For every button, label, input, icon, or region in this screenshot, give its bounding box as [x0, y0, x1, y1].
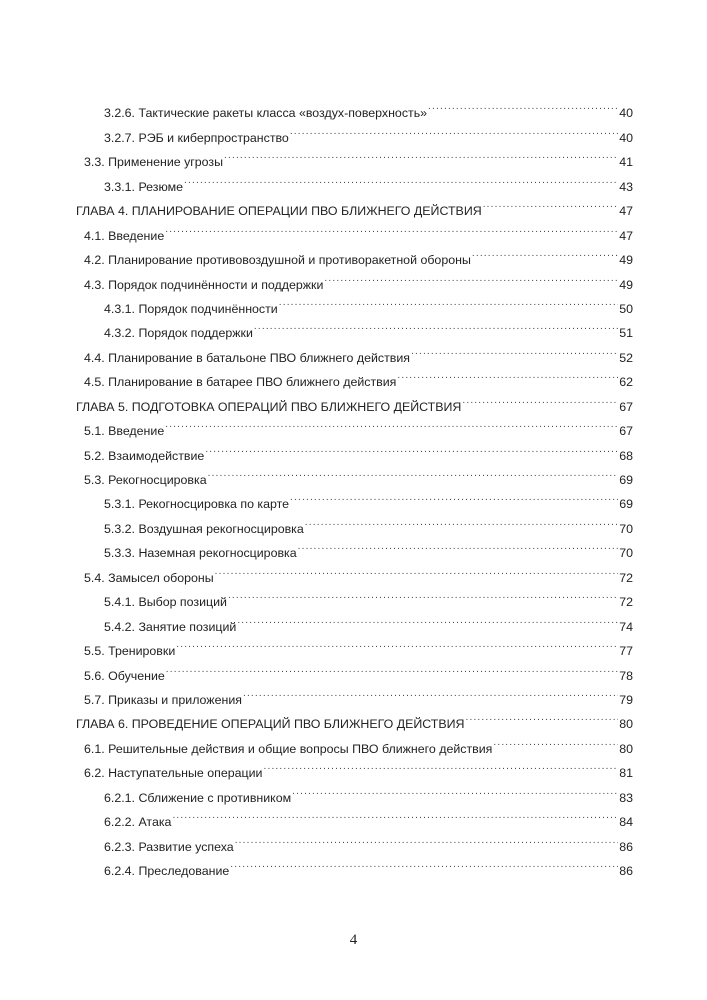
dot-leader [215, 557, 619, 581]
toc-entry-title: 5.5. Тренировки [84, 639, 176, 663]
dot-leader [165, 411, 618, 435]
toc-entry-page-number: 40 [619, 106, 633, 121]
dot-leader [243, 680, 618, 704]
toc-entry-title: 4.3.2. Порядок поддержки [104, 321, 254, 345]
toc-entry-title: 5.4.2. Занятие позиций [104, 615, 237, 639]
toc-entry-page-number: 80 [619, 741, 633, 756]
toc-entry-title: 5.7. Приказы и приложения [84, 688, 243, 712]
dot-leader [254, 313, 618, 337]
toc-entry-page-number: 67 [619, 399, 633, 414]
dot-leader [428, 93, 618, 117]
dot-leader [493, 728, 618, 752]
toc-entry-page-number: 74 [619, 619, 633, 634]
dot-leader [224, 142, 618, 166]
toc-entry-page-number: 72 [619, 570, 633, 585]
dot-leader [483, 191, 619, 215]
dot-leader [184, 166, 618, 190]
toc-entry-page-number: 80 [619, 717, 633, 732]
dot-leader [397, 362, 618, 386]
toc-entry-title: 6.2.1. Сближение с противником [104, 786, 292, 810]
dot-leader [165, 215, 618, 239]
toc-entry-title: 5.3.2. Воздушная рекогносцировка [104, 517, 305, 541]
dot-leader [462, 386, 618, 410]
toc-entry-page-number: 47 [619, 228, 633, 243]
toc-subsection-entry[interactable] [76, 93, 633, 121]
dot-leader [305, 508, 618, 532]
toc-entry-title: 3.2.6. Тактические ракеты класса «воздух-поверхность» [104, 101, 428, 125]
dot-leader [298, 533, 619, 557]
dot-leader [230, 851, 618, 875]
toc-entry-title: 5.2. Взаимодействие [84, 444, 205, 468]
toc-entry-title: 4.4. Планирование в батальоне ПВО ближнего действия [84, 346, 411, 370]
toc-entry-page-number: 50 [619, 301, 633, 316]
toc-entry-title: 6.2.4. Преследование [104, 859, 230, 883]
page-number: 4 [349, 932, 358, 948]
toc-entry-title: 4.5. Планирование в батарее ПВО ближнего действия [84, 370, 397, 394]
toc-entry-title: 4.1. Введение [84, 224, 165, 248]
toc-entry-page-number: 86 [619, 839, 633, 854]
toc-entry-page-number: 62 [619, 375, 633, 390]
toc-entry-title: 3.3.1. Резюме [104, 175, 184, 199]
toc-entry-page-number: 81 [619, 766, 633, 781]
toc-entry-title: 4.3.1. Порядок подчинённости [104, 297, 279, 321]
toc-entry-title: 4.3. Порядок подчинённости и поддержки [84, 273, 324, 297]
toc-entry-page-number: 77 [619, 644, 633, 659]
toc-entry-page-number: 69 [619, 473, 633, 487]
toc-entry-title: 5.4. Замысел обороны [84, 566, 215, 590]
toc-entry-title: 5.3.3. Наземная рекогносцировка [104, 541, 298, 565]
toc-entry-title: 5.4.1. Выбор позиций [104, 590, 228, 614]
toc-entry-title: ГЛАВА 6. ПРОВЕДЕНИЕ ОПЕРАЦИЙ ПВО БЛИЖНЕГО ДЕЙСТВИЯ [76, 712, 466, 736]
dot-leader [279, 289, 618, 313]
toc-entry-page-number: 70 [619, 546, 633, 561]
toc-entry-title: 5.3.1. Рекогносцировка по карте [104, 492, 290, 516]
toc-entry-title: 5.1. Введение [84, 419, 165, 443]
toc-entry-title: 5.3. Рекогносцировка [84, 468, 208, 492]
dot-leader [176, 631, 618, 655]
toc-entry-title: 3.3. Применение угрозы [84, 150, 224, 174]
toc-entry-title: 4.2. Планирование противовоздушной и противоракетной обороны [84, 248, 472, 272]
toc-entry-page-number: 78 [619, 668, 633, 683]
dot-leader [472, 240, 618, 264]
toc-entry-page-number: 49 [619, 277, 633, 292]
toc-entry-page-number: 83 [619, 790, 633, 805]
toc-entry-page-number: 86 [619, 864, 633, 878]
dot-leader [208, 460, 619, 484]
toc-entry-page-number: 40 [619, 130, 633, 145]
toc-entry-page-number: 70 [619, 521, 633, 536]
toc-entry-page-number: 52 [619, 350, 633, 365]
toc-entry-page-number: 49 [619, 253, 633, 268]
toc-entry-page-number: 43 [619, 179, 633, 194]
toc-entry-title: 6.2. Наступательные операции [84, 761, 263, 785]
dot-leader [205, 435, 618, 459]
toc-entry-page-number: 51 [619, 326, 633, 341]
toc-entry-page-number: 79 [619, 692, 633, 707]
toc-entry-page-number: 41 [619, 155, 633, 170]
dot-leader [411, 337, 618, 361]
toc-entry-title: ГЛАВА 5. ПОДГОТОВКА ОПЕРАЦИЙ ПВО БЛИЖНЕГО ДЕЙСТВИЯ [76, 395, 462, 419]
toc-entry-title: 3.2.7. РЭБ и киберпространство [104, 126, 290, 150]
dot-leader [292, 777, 618, 801]
dot-leader [235, 826, 619, 850]
dot-leader [166, 655, 618, 679]
toc-entry-page-number: 72 [619, 595, 633, 610]
dot-leader [228, 582, 618, 606]
toc-entry-page-number: 47 [619, 204, 633, 219]
toc-entry-title: 6.2.3. Развитие успеха [104, 835, 235, 859]
table-of-contents [76, 93, 633, 878]
dot-leader [172, 802, 618, 826]
toc-entry-page-number: 84 [619, 815, 633, 830]
toc-entry-title: 6.2.2. Атака [104, 810, 172, 834]
dot-leader [466, 704, 619, 728]
toc-entry-page-number: 68 [619, 448, 633, 463]
toc-entry-page-number: 69 [619, 497, 633, 512]
dot-leader [263, 753, 618, 777]
toc-entry-title: 5.6. Обучение [84, 664, 166, 688]
dot-leader [324, 264, 618, 288]
dot-leader [290, 117, 618, 141]
dot-leader [237, 606, 618, 630]
toc-entry-page-number: 67 [619, 424, 633, 439]
toc-entry-title: ГЛАВА 4. ПЛАНИРОВАНИЕ ОПЕРАЦИИ ПВО БЛИЖНЕГО ДЕЙСТВИЯ [76, 199, 483, 223]
toc-entry-title: 6.1. Решительные действия и общие вопросы ПВО ближнего действия [84, 737, 493, 761]
dot-leader [290, 484, 618, 508]
